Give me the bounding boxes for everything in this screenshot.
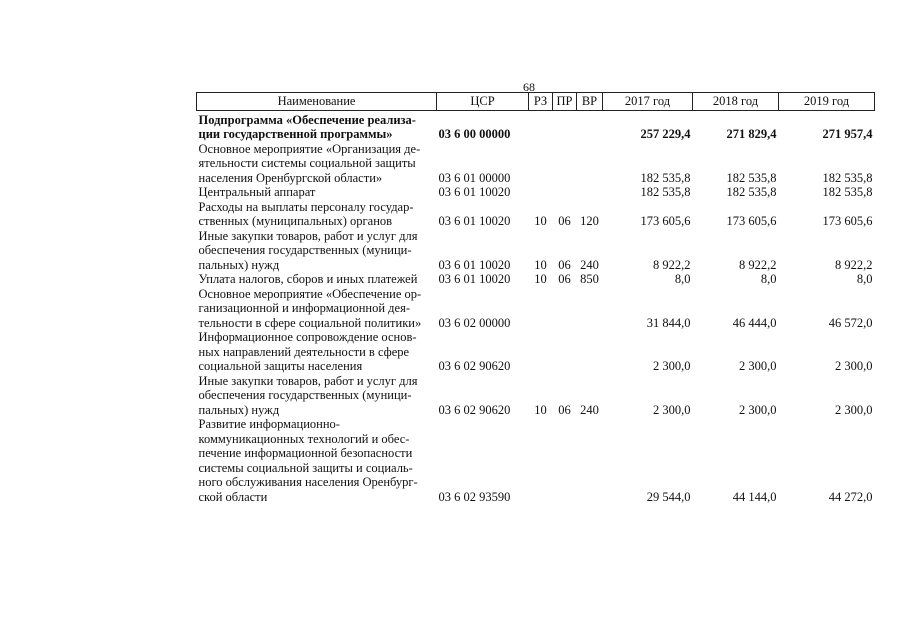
- row-2017: 182 535,8: [640, 185, 691, 199]
- row-csr: 03 6 01 00000: [438, 170, 511, 185]
- row-csr: 03 6 01 10020: [438, 214, 511, 228]
- row-2017: 8 922,2: [653, 257, 691, 272]
- row-csr: 03 6 01 10020: [438, 185, 511, 199]
- row-2017: 29 544,0: [646, 489, 691, 504]
- header-2017: 2017 год: [603, 93, 693, 111]
- row-name-line: печение информационной безопасности: [198, 446, 413, 460]
- row-vr: 240: [580, 257, 599, 272]
- row-name-line: ции государственной программы»: [198, 127, 393, 141]
- row-name-line: социальной защиты населения: [198, 359, 363, 373]
- row-name: [197, 374, 437, 418]
- row-vr: [577, 110, 603, 142]
- row-2017: 182 535,8: [640, 170, 691, 185]
- row-name-line: обеспечения государственных (муници-: [198, 388, 412, 402]
- row-vr: [577, 330, 603, 374]
- row-vr: 120: [580, 214, 599, 228]
- row-name-line: системы социальной защиты и социаль-: [198, 460, 413, 475]
- table-row: [197, 272, 875, 287]
- table-row: [197, 110, 875, 142]
- row-rz: 10: [534, 257, 547, 272]
- row-name-line: Иные закупки товаров, работ и услуг для: [198, 373, 418, 388]
- row-name-line: Центральный аппарат: [198, 185, 316, 199]
- header-pr: ПР: [553, 93, 577, 111]
- row-rz: [529, 110, 553, 142]
- row-name-line: ганизационной и информационной дея-: [198, 301, 410, 315]
- row-2019: 44 272,0: [828, 489, 873, 504]
- row-2018: 8,0: [760, 272, 777, 286]
- row-name-line: Подпрограмма «Обеспечение реализа-: [198, 112, 416, 127]
- row-2019: 271 957,4: [822, 127, 873, 141]
- row-2018: 271 829,4: [726, 127, 777, 141]
- header-csr: ЦСР: [437, 93, 529, 111]
- row-name: [197, 287, 437, 331]
- row-rz: 10: [534, 402, 547, 417]
- row-vr: 240: [580, 402, 599, 417]
- row-2017: 8,0: [674, 272, 691, 286]
- row-pr: [553, 110, 577, 142]
- row-name-line: населения Оренбургской области»: [198, 170, 383, 185]
- row-vr: [577, 185, 603, 200]
- row-2017: 31 844,0: [646, 315, 691, 330]
- row-pr: [553, 142, 577, 186]
- row-name: [197, 229, 437, 273]
- row-name-line: Информационное сопровождение основ-: [198, 330, 417, 344]
- row-2018: 182 535,8: [726, 170, 777, 185]
- table-row: [197, 229, 875, 273]
- row-csr: 03 6 01 10020: [438, 257, 511, 272]
- row-name: [197, 110, 437, 142]
- row-2019: 8,0: [856, 272, 873, 286]
- table-row: [197, 142, 875, 186]
- row-name-line: пальных) нужд: [198, 402, 280, 417]
- row-name-line: ственных (муниципальных) органов: [198, 214, 393, 228]
- row-csr: 03 6 02 90620: [438, 359, 511, 373]
- row-rz: 10: [534, 272, 547, 286]
- row-name: [197, 142, 437, 186]
- row-2019: 182 535,8: [822, 185, 873, 199]
- header-2019: 2019 год: [779, 93, 875, 111]
- row-name-line: ного обслуживания населения Оренбург-: [198, 475, 418, 489]
- row-2017: 257 229,4: [640, 127, 691, 141]
- row-name-line: пальных) нужд: [198, 257, 280, 272]
- row-name: [197, 272, 437, 287]
- row-name-line: Основное мероприятие «Организация де-: [198, 141, 421, 156]
- table-row: [197, 374, 875, 418]
- row-2018: 44 144,0: [732, 489, 777, 504]
- row-rz: [529, 330, 553, 374]
- row-2018: 8 922,2: [739, 257, 777, 272]
- row-name-line: тельности в сфере социальной политики»: [198, 315, 422, 330]
- row-pr: 06: [558, 214, 571, 228]
- row-2018: 173 605,6: [726, 214, 777, 228]
- row-2017: 2 300,0: [653, 402, 691, 417]
- row-name-line: коммуникационных технологий и обес-: [198, 431, 410, 446]
- row-name-line: Развитие информационно-: [198, 417, 340, 431]
- row-2019: 8 922,2: [835, 257, 873, 272]
- row-2018: 2 300,0: [739, 359, 777, 373]
- row-csr: 03 6 02 93590: [438, 489, 511, 504]
- row-name-line: ской области: [198, 489, 268, 504]
- row-rz: 10: [534, 214, 547, 228]
- header-name: Наименование: [197, 93, 437, 111]
- table-row: [197, 417, 875, 504]
- row-name-line: ных направлений деятельности в сфере: [198, 344, 410, 359]
- row-pr: 06: [558, 272, 571, 286]
- row-2019: 46 572,0: [828, 315, 873, 330]
- row-2019: 2 300,0: [835, 359, 873, 373]
- row-2017: 2 300,0: [653, 359, 691, 373]
- row-2018: 2 300,0: [739, 402, 777, 417]
- row-2019: 182 535,8: [822, 170, 873, 185]
- row-name-line: ятельности системы социальной защиты: [198, 156, 416, 170]
- row-rz: [529, 287, 553, 331]
- row-csr: 03 6 00 00000: [438, 127, 511, 141]
- row-name-line: Расходы на выплаты персоналу государ-: [198, 199, 414, 214]
- row-name: [197, 417, 437, 504]
- row-csr: 03 6 02 00000: [438, 315, 511, 330]
- row-vr: 850: [580, 272, 599, 286]
- table-row: [197, 200, 875, 229]
- header-2018: 2018 год: [693, 93, 779, 111]
- page-number: 68: [523, 80, 535, 94]
- row-rz: [529, 417, 553, 504]
- header-vr: ВР: [577, 93, 603, 111]
- row-csr: 03 6 02 90620: [438, 402, 511, 417]
- row-name: [197, 185, 437, 200]
- row-pr: [553, 185, 577, 200]
- row-pr: 06: [558, 402, 571, 417]
- row-pr: [553, 330, 577, 374]
- row-rz: [529, 185, 553, 200]
- table-row: [197, 185, 875, 200]
- row-2019: 173 605,6: [822, 214, 873, 228]
- row-name: [197, 200, 437, 229]
- row-name-line: обеспечения государственных (муници-: [198, 243, 412, 257]
- header-rz: РЗ: [529, 93, 553, 111]
- row-vr: [577, 142, 603, 186]
- row-name-line: Уплата налогов, сборов и иных платежей: [198, 272, 418, 286]
- row-vr: [577, 417, 603, 504]
- table-row: [197, 330, 875, 374]
- budget-table: [196, 92, 875, 504]
- row-2019: 2 300,0: [835, 402, 873, 417]
- row-name: [197, 330, 437, 374]
- row-name-line: Основное мероприятие «Обеспечение ор-: [198, 286, 422, 301]
- table-row: [197, 287, 875, 331]
- row-pr: [553, 287, 577, 331]
- row-rz: [529, 142, 553, 186]
- row-vr: [577, 287, 603, 331]
- row-name-line: Иные закупки товаров, работ и услуг для: [198, 228, 418, 243]
- row-2018: 46 444,0: [732, 315, 777, 330]
- row-csr: 03 6 01 10020: [438, 272, 511, 286]
- row-pr: [553, 417, 577, 504]
- row-2017: 173 605,6: [640, 214, 691, 228]
- table-header-row: [197, 93, 875, 111]
- table-body: [197, 110, 875, 504]
- row-pr: 06: [558, 257, 571, 272]
- row-2018: 182 535,8: [726, 185, 777, 199]
